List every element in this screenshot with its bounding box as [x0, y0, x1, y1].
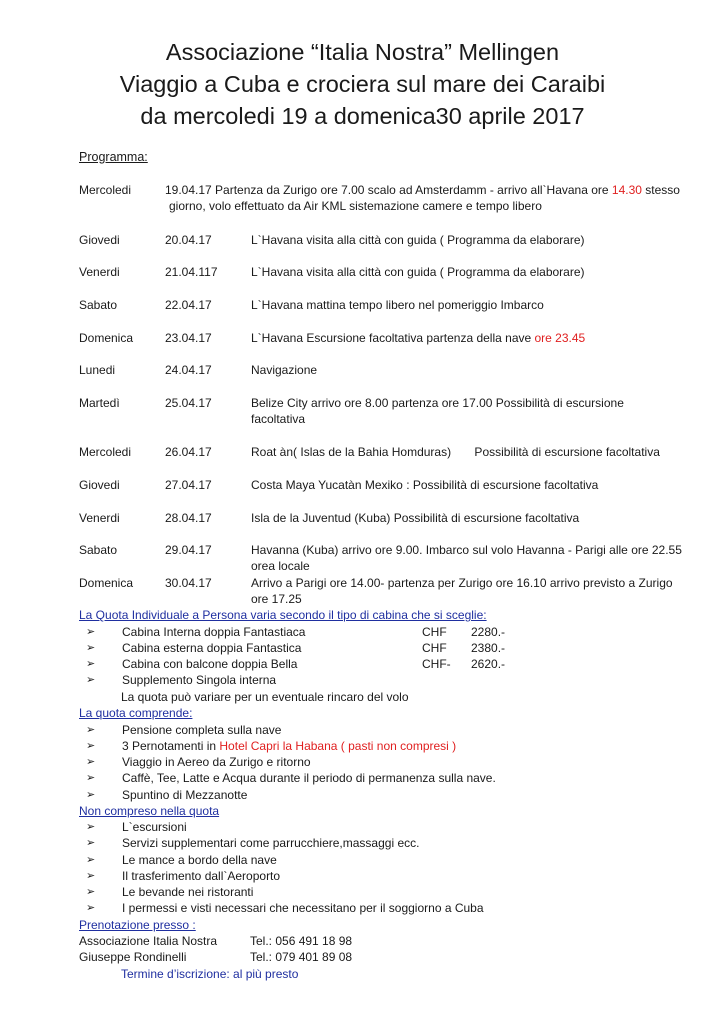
schedule-desc	[165, 182, 705, 214]
schedule-date: 25.04.17	[165, 396, 212, 410]
schedule-row	[79, 444, 699, 460]
schedule-desc: L`Havana visita alla città con guida ( Programma da elaborare)	[251, 265, 585, 279]
schedule-desc: Isla de la Juventud (Kuba) Possibilità di escursione facoltativa	[251, 511, 580, 525]
list-item-text: Le bevande nei ristoranti	[122, 885, 254, 899]
programma-heading: Programma:	[79, 150, 148, 164]
title-line-3: da mercoledi 19 a domenica30 aprile 2017	[140, 103, 585, 129]
schedule-row	[79, 264, 699, 280]
schedule-row	[79, 362, 699, 378]
schedule-row	[79, 182, 699, 216]
schedule-row	[79, 297, 699, 313]
schedule-day: Sabato	[79, 298, 118, 312]
arrow-bullet-icon: ➢	[86, 854, 96, 866]
list-item-text: Pensione completa sulla nave	[122, 723, 282, 737]
schedule-day: Mercoledi	[79, 183, 132, 197]
schedule-date: 27.04.17	[165, 478, 212, 492]
schedule-date: 24.04.17	[165, 363, 212, 377]
schedule-desc	[251, 330, 701, 346]
schedule-desc: Costa Maya Yucatàn Mexiko : Possibilità di escursione facoltativa	[251, 478, 599, 492]
schedule-desc-text-end: stesso	[641, 183, 680, 197]
arrow-bullet-icon: ➢	[86, 837, 96, 849]
schedule-desc-text: Arrivo a Parigi ore 14.00- partenza per Zurigo ore 16.10 arrivo previsto a Zurigo	[251, 576, 673, 590]
prenotazione-heading: Prenotazione presso :	[79, 918, 196, 932]
schedule-day: Giovedi	[79, 478, 120, 492]
cabin-label: Cabina Interna doppia Fantastiaca	[122, 625, 306, 639]
quota-note: La quota può variare per un eventuale rincaro del volo	[121, 690, 409, 704]
schedule-row	[79, 395, 699, 429]
schedule-day: Venerdi	[79, 265, 120, 279]
schedule-desc-highlight: ore 23.45	[534, 331, 586, 345]
schedule-desc: L`Havana visita alla città con guida ( Programma da elaborare)	[251, 233, 585, 247]
schedule-date: 30.04.17	[165, 576, 212, 590]
hotel-highlight: Hotel Capri la Habana ( pasti non compresi )	[219, 739, 457, 753]
schedule-date: 21.04.117	[165, 265, 218, 279]
schedule-desc-line2: orea locale	[251, 559, 310, 573]
list-item-text: I permessi e visti necessari che necessitano per il soggiorno a Cuba	[122, 901, 484, 915]
schedule-day: Lunedi	[79, 363, 116, 377]
title-line-2: Viaggio a Cuba e crociera sul mare dei Caraibi	[119, 71, 606, 97]
schedule-row	[79, 232, 699, 248]
schedule-row	[79, 477, 699, 493]
schedule-day: Martedì	[79, 396, 120, 410]
schedule-desc-text: 19.04.17 Partenza da Zurigo ore 7.00 scalo ad Amsterdamm - arrivo all`Havana ore	[165, 183, 612, 197]
contact-phone: Tel.: 056 491 18 98	[250, 934, 353, 948]
price-amount: 2280.-	[471, 625, 506, 639]
schedule-date: 29.04.17	[165, 543, 212, 557]
title-line-1: Associazione “Italia Nostra” Mellingen	[165, 39, 560, 65]
schedule-day: Domenica	[79, 331, 134, 345]
arrow-bullet-icon: ➢	[86, 756, 96, 768]
schedule-desc: Navigazione	[251, 363, 318, 377]
price-amount: 2380.-	[471, 641, 506, 655]
arrow-bullet-icon: ➢	[86, 626, 96, 638]
price-amount: 2620.-	[471, 657, 506, 671]
list-item-text: Servizi supplementari come parrucchiere,massaggi ecc.	[122, 836, 420, 850]
arrow-bullet-icon: ➢	[86, 674, 96, 686]
schedule-date: 26.04.17	[165, 445, 212, 459]
schedule-day: Domenica	[79, 576, 134, 590]
price-currency: CHF-	[422, 657, 451, 671]
arrow-bullet-icon: ➢	[86, 724, 96, 736]
non-compreso-heading: Non compreso nella quota	[79, 804, 220, 818]
cabin-label: Cabina con balcone doppia Bella	[122, 657, 298, 671]
contact-phone: Tel.: 079 401 89 08	[250, 950, 353, 964]
arrow-bullet-icon: ➢	[86, 870, 96, 882]
list-item-text: Viaggio in Aereo da Zurigo e ritorno	[122, 755, 311, 769]
contact-name: Associazione Italia Nostra	[79, 934, 218, 948]
schedule-desc-line2: ore 17.25	[251, 592, 302, 606]
schedule-day: Sabato	[79, 543, 118, 557]
list-item-text	[122, 739, 456, 753]
arrow-bullet-icon: ➢	[86, 642, 96, 654]
arrow-bullet-icon: ➢	[86, 658, 96, 670]
list-item-text: L`escursioni	[122, 820, 187, 834]
schedule-desc	[251, 575, 701, 607]
schedule-desc: Roat àn( Islas de la Bahia Homduras) Possibilità di escursione facoltativa	[251, 445, 660, 459]
price-currency: CHF	[422, 641, 447, 655]
list-item-text-main: 3 Pernotamenti in	[122, 739, 220, 753]
schedule-desc-line2: giorno, volo effettuato da Air KML sistemazione camere e tempo libero	[169, 199, 542, 213]
schedule-day: Giovedi	[79, 233, 120, 247]
quota-heading: La Quota Individuale a Persona varia secondo il tipo di cabina che si sceglie:	[79, 608, 487, 622]
schedule-desc: L`Havana mattina tempo libero nel pomeriggio Imbarco	[251, 298, 544, 312]
schedule-day: Venerdi	[79, 511, 120, 525]
schedule-row	[79, 330, 699, 346]
arrow-bullet-icon: ➢	[86, 740, 96, 752]
schedule-desc-text: Havanna (Kuba) arrivo ore 9.00. Imbarco sul volo Havanna - Parigi alle ore 22.55	[251, 543, 682, 557]
list-item-text: Le mance a bordo della nave	[122, 853, 277, 867]
schedule-desc-text: L`Havana Escursione facoltativa partenza della nave	[251, 331, 535, 345]
schedule-row	[79, 510, 699, 526]
schedule-date: 23.04.17	[165, 331, 212, 345]
contact-name: Giuseppe Rondinelli	[79, 950, 187, 964]
schedule-row	[79, 575, 699, 609]
price-currency: CHF	[422, 625, 447, 639]
cabin-label: Cabina esterna doppia Fantastica	[122, 641, 302, 655]
schedule-date: 22.04.17	[165, 298, 212, 312]
schedule-row	[79, 542, 699, 576]
schedule-desc-text: Belize City arrivo ore 8.00 partenza ore 17.00 Possibilità di escursione	[251, 396, 624, 410]
arrow-bullet-icon: ➢	[86, 821, 96, 833]
arrow-bullet-icon: ➢	[86, 789, 96, 801]
cabin-label: Supplemento Singola interna	[122, 673, 277, 687]
comprende-heading: La quota comprende:	[79, 706, 193, 720]
arrow-bullet-icon: ➢	[86, 772, 96, 784]
termine-iscrizione: Termine d’iscrizione: al più presto	[121, 967, 299, 981]
document-title	[0, 36, 725, 132]
schedule-date: 28.04.17	[165, 511, 212, 525]
arrow-bullet-icon: ➢	[86, 886, 96, 898]
schedule-day: Mercoledi	[79, 445, 132, 459]
schedule-desc	[251, 542, 701, 574]
arrow-bullet-icon: ➢	[86, 902, 96, 914]
schedule-desc	[251, 395, 701, 427]
schedule-date: 20.04.17	[165, 233, 212, 247]
list-item-text: Il trasferimento dall`Aeroporto	[122, 869, 281, 883]
schedule-desc-highlight: 14.30	[611, 183, 642, 197]
list-item-text: Caffè, Tee, Latte e Acqua durante il periodo di permanenza sulla nave.	[122, 771, 496, 785]
schedule-desc-line2: facoltativa	[251, 412, 306, 426]
list-item-text: Spuntino di Mezzanotte	[122, 788, 248, 802]
